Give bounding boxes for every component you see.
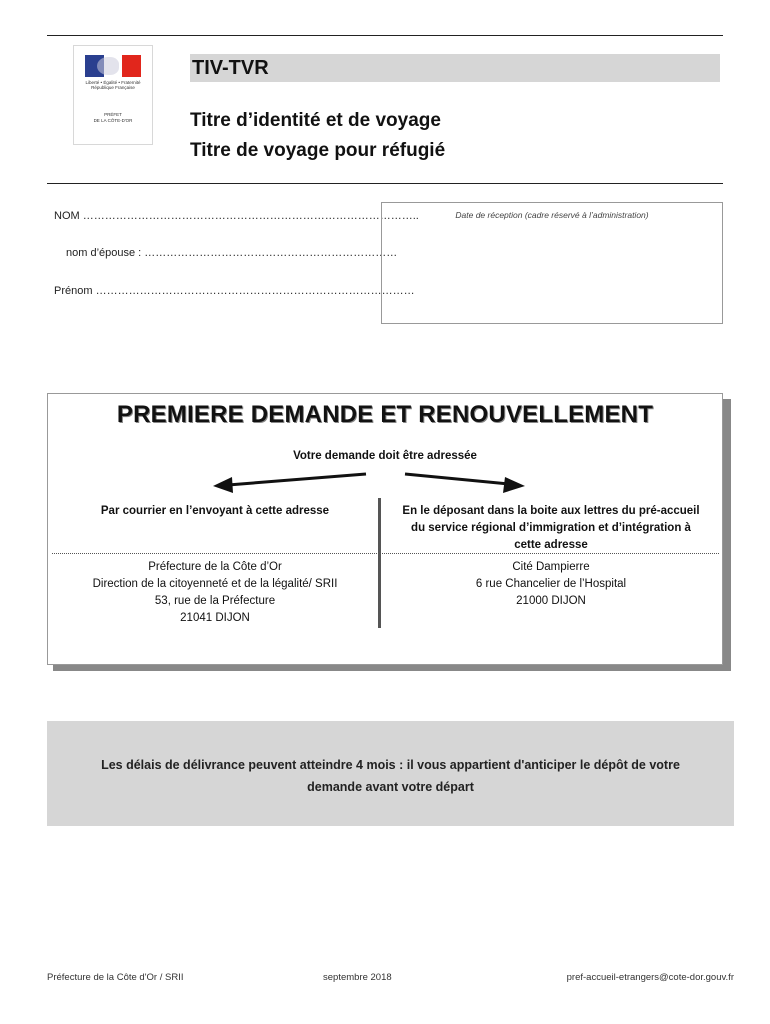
main-title: PREMIERE DEMANDE ET RENOUVELLEMENT: [116, 401, 654, 428]
left-address-line: Préfecture de la Côte d’Or: [148, 561, 282, 573]
delay-notice: [47, 721, 734, 826]
right-heading: [381, 503, 721, 554]
right-heading-line: cette adresse: [514, 539, 588, 551]
right-arrow-line: [405, 474, 509, 484]
right-address-line: Cité Dampierre: [512, 561, 590, 573]
left-address-line: 21041 DIJON: [180, 612, 250, 624]
logo-motto: Liberté • Égalité • Fraternité: [85, 80, 141, 85]
notice-line: Les délais de délivrance peuvent atteindre 4 mois : il vous appartient d'anticiper le dépôt de votre: [101, 758, 680, 772]
dotted-divider: [52, 553, 719, 554]
form-title-2: Titre de voyage pour réfugié: [190, 140, 446, 161]
left-arrow-line: [228, 474, 366, 485]
prenom-field[interactable]: Prénom ……………………………………………………………………………: [54, 285, 415, 297]
logo-prefet: PRÉFET: [104, 112, 122, 117]
left-address-line: Direction de la citoyenneté et de la légalité/ SRII: [92, 578, 338, 590]
form-title-1: Titre d’identité et de voyage: [190, 110, 441, 131]
nom-epouse-field[interactable]: nom d’épouse : ……………………………………………………………: [66, 247, 398, 259]
form-code: TIV-TVR: [192, 57, 269, 79]
right-address: [381, 559, 721, 610]
left-address: [52, 559, 378, 627]
delay-notice-text: [47, 754, 734, 798]
footer-left: Préfecture de la Côte d'Or / SRII: [47, 972, 184, 983]
notice-line: demande avant votre départ: [307, 780, 474, 794]
main-subtitle: Votre demande doit être adressée: [293, 450, 477, 462]
reception-label: Date de réception (cadre réservé à l’administration): [455, 210, 649, 220]
nom-field[interactable]: NOM ………………………………………………………………………………..: [54, 210, 419, 222]
logo-department: DE LA CÔTE-D'OR: [93, 118, 133, 123]
footer-email[interactable]: pref-accueil-etrangers@cote-dor.gouv.fr: [566, 972, 734, 983]
left-address-line: 53, rue de la Préfecture: [154, 595, 276, 607]
logo-republic: République Française: [91, 85, 135, 90]
right-address-line: 21000 DIJON: [516, 595, 586, 607]
footer-date: septembre 2018: [323, 972, 392, 983]
right-address-line: 6 rue Chancelier de l’Hospital: [475, 578, 627, 590]
right-heading-line: En le déposant dans la boite aux lettres du pré-accueil: [402, 505, 700, 517]
left-arrow-head: [213, 477, 233, 493]
left-heading: Par courrier en l’envoyant à cette adresse: [100, 505, 330, 517]
right-arrow-head: [503, 477, 525, 493]
right-heading-line: du service régional d’immigration et d’intégration à: [411, 522, 691, 534]
